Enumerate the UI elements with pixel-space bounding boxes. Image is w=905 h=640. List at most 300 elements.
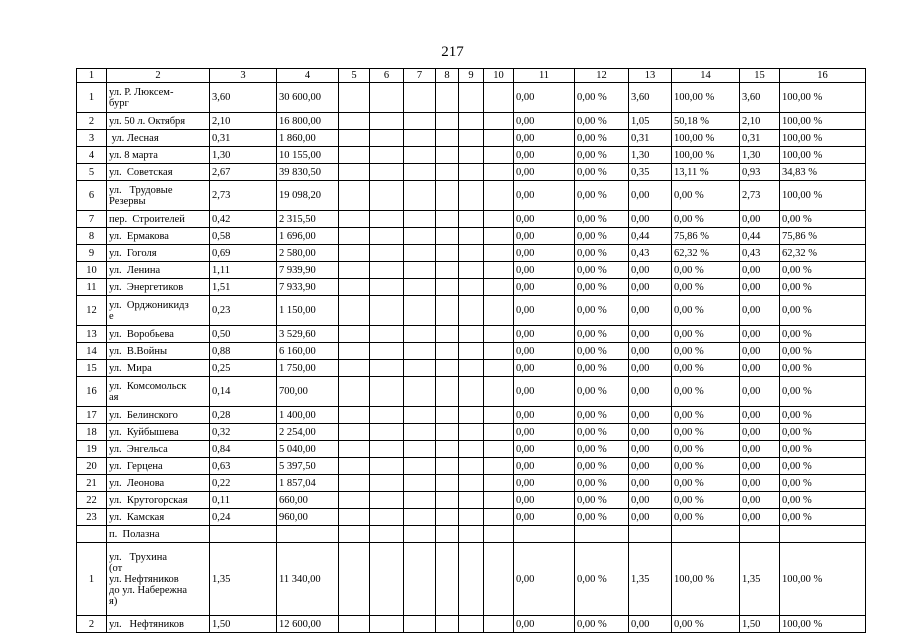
- street-name-cell: ул. Трухина (от ул. Нефтяников до ул. Набережна я): [107, 543, 210, 616]
- row-number-cell: 22: [77, 492, 107, 509]
- col15-cell: 2,10: [740, 113, 780, 130]
- empty-cell: [459, 164, 484, 181]
- street-name-cell: ул. 50 л. Октября: [107, 113, 210, 130]
- street-name-cell: ул. Комсомольск ая: [107, 377, 210, 407]
- col11-cell: 0,00: [514, 360, 575, 377]
- col15-cell: 0,43: [740, 245, 780, 262]
- table-row: [77, 83, 866, 113]
- col12-percent-cell: 0,00 %: [575, 245, 629, 262]
- amount-cell: 7 933,90: [277, 279, 339, 296]
- col16-percent-cell: 100,00 %: [780, 147, 866, 164]
- amount-cell: 5 397,50: [277, 458, 339, 475]
- col14-percent-cell: 0,00 %: [672, 424, 740, 441]
- street-name-cell: ул. Советская: [107, 164, 210, 181]
- col16-percent-cell: 34,83 %: [780, 164, 866, 181]
- col13-cell: 0,35: [629, 164, 672, 181]
- empty-cell: [370, 296, 404, 326]
- empty-cell: [459, 211, 484, 228]
- header-cell: 10: [484, 69, 514, 83]
- empty-cell: [404, 326, 436, 343]
- col11-cell: 0,00: [514, 181, 575, 211]
- empty-cell: [459, 83, 484, 113]
- col16-percent-cell: 0,00 %: [780, 424, 866, 441]
- col13-cell: 0,00: [629, 343, 672, 360]
- header-cell: 14: [672, 69, 740, 83]
- header-cell: 3: [210, 69, 277, 83]
- empty-cell: [436, 130, 459, 147]
- empty-cell: [436, 228, 459, 245]
- col15-cell: 1,50: [740, 616, 780, 633]
- empty-cell: [484, 377, 514, 407]
- empty-cell: [484, 279, 514, 296]
- table-row: [77, 475, 866, 492]
- empty-cell: [277, 526, 339, 543]
- length-cell: 0,22: [210, 475, 277, 492]
- table-row: [77, 211, 866, 228]
- street-name-cell: ул. Энергетиков: [107, 279, 210, 296]
- amount-cell: 660,00: [277, 492, 339, 509]
- col15-cell: 0,00: [740, 458, 780, 475]
- empty-cell: [459, 475, 484, 492]
- empty-cell: [404, 475, 436, 492]
- col15-cell: 0,00: [740, 441, 780, 458]
- empty-cell: [404, 526, 436, 543]
- street-name-cell: ул. Нефтяников: [107, 616, 210, 633]
- amount-cell: 700,00: [277, 377, 339, 407]
- col16-percent-cell: 0,00 %: [780, 262, 866, 279]
- col16-percent-cell: 0,00 %: [780, 492, 866, 509]
- table-row: [77, 326, 866, 343]
- empty-cell: [459, 262, 484, 279]
- empty-cell: [436, 164, 459, 181]
- empty-cell: [404, 147, 436, 164]
- header-cell: 15: [740, 69, 780, 83]
- col14-percent-cell: 62,32 %: [672, 245, 740, 262]
- row-number-cell: 3: [77, 130, 107, 147]
- col12-percent-cell: 0,00 %: [575, 441, 629, 458]
- col11-cell: 0,00: [514, 211, 575, 228]
- row-number-cell: 15: [77, 360, 107, 377]
- col14-percent-cell: 100,00 %: [672, 147, 740, 164]
- empty-cell: [484, 492, 514, 509]
- empty-cell: [404, 113, 436, 130]
- table-row: [77, 492, 866, 509]
- empty-cell: [740, 526, 780, 543]
- col15-cell: 0,00: [740, 326, 780, 343]
- amount-cell: 19 098,20: [277, 181, 339, 211]
- col16-percent-cell: 100,00 %: [780, 113, 866, 130]
- empty-cell: [459, 458, 484, 475]
- col13-cell: 0,00: [629, 262, 672, 279]
- empty-cell: [436, 441, 459, 458]
- amount-cell: 6 160,00: [277, 343, 339, 360]
- length-cell: 1,11: [210, 262, 277, 279]
- empty-cell: [370, 262, 404, 279]
- empty-cell: [370, 211, 404, 228]
- empty-cell: [436, 211, 459, 228]
- header-cell: 6: [370, 69, 404, 83]
- amount-cell: 11 340,00: [277, 543, 339, 616]
- empty-cell: [339, 83, 370, 113]
- empty-cell: [339, 407, 370, 424]
- col12-percent-cell: 0,00 %: [575, 296, 629, 326]
- empty-cell: [339, 509, 370, 526]
- empty-cell: [339, 228, 370, 245]
- col16-percent-cell: 0,00 %: [780, 407, 866, 424]
- col13-cell: 0,00: [629, 458, 672, 475]
- table-row: [77, 279, 866, 296]
- col13-cell: 0,43: [629, 245, 672, 262]
- empty-cell: [404, 279, 436, 296]
- empty-cell: [404, 211, 436, 228]
- empty-cell: [370, 113, 404, 130]
- col11-cell: 0,00: [514, 343, 575, 360]
- empty-cell: [339, 296, 370, 326]
- empty-cell: [436, 458, 459, 475]
- amount-cell: 10 155,00: [277, 147, 339, 164]
- table-row: [77, 164, 866, 181]
- col16-percent-cell: 0,00 %: [780, 343, 866, 360]
- empty-cell: [339, 326, 370, 343]
- table-row: [77, 343, 866, 360]
- col14-percent-cell: 0,00 %: [672, 441, 740, 458]
- row-number-cell: 13: [77, 326, 107, 343]
- empty-cell: [436, 83, 459, 113]
- table-row: [77, 130, 866, 147]
- length-cell: 1,30: [210, 147, 277, 164]
- street-name-cell: ул. Лесная: [107, 130, 210, 147]
- empty-cell: [370, 526, 404, 543]
- col11-cell: 0,00: [514, 262, 575, 279]
- row-number-cell: 19: [77, 441, 107, 458]
- empty-cell: [484, 526, 514, 543]
- empty-cell: [370, 543, 404, 616]
- table-row: [77, 113, 866, 130]
- empty-cell: [404, 543, 436, 616]
- length-cell: 0,25: [210, 360, 277, 377]
- empty-cell: [339, 245, 370, 262]
- col12-percent-cell: 0,00 %: [575, 509, 629, 526]
- col16-percent-cell: 0,00 %: [780, 475, 866, 492]
- col13-cell: 0,00: [629, 441, 672, 458]
- row-number-cell: 2: [77, 113, 107, 130]
- table-row: [77, 441, 866, 458]
- col14-percent-cell: 0,00 %: [672, 360, 740, 377]
- empty-cell: [210, 526, 277, 543]
- empty-cell: [404, 377, 436, 407]
- empty-cell: [404, 441, 436, 458]
- table-row: [77, 147, 866, 164]
- col14-percent-cell: 100,00 %: [672, 130, 740, 147]
- empty-cell: [339, 130, 370, 147]
- table-row: [77, 616, 866, 633]
- row-number-cell: 18: [77, 424, 107, 441]
- empty-cell: [672, 526, 740, 543]
- empty-cell: [459, 492, 484, 509]
- col14-percent-cell: 0,00 %: [672, 509, 740, 526]
- length-cell: 2,10: [210, 113, 277, 130]
- col14-percent-cell: 0,00 %: [672, 279, 740, 296]
- empty-cell: [484, 164, 514, 181]
- col13-cell: 1,30: [629, 147, 672, 164]
- row-number-cell: 17: [77, 407, 107, 424]
- col15-cell: 0,00: [740, 279, 780, 296]
- length-cell: 1,35: [210, 543, 277, 616]
- street-name-cell: ул. Ленина: [107, 262, 210, 279]
- col13-cell: 1,05: [629, 113, 672, 130]
- row-number-cell: 2: [77, 616, 107, 633]
- col12-percent-cell: 0,00 %: [575, 279, 629, 296]
- col13-cell: 0,00: [629, 296, 672, 326]
- section-row: [77, 526, 866, 543]
- empty-cell: [404, 458, 436, 475]
- col14-percent-cell: 100,00 %: [672, 83, 740, 113]
- col14-percent-cell: 0,00 %: [672, 492, 740, 509]
- row-number-cell: 20: [77, 458, 107, 475]
- col16-percent-cell: 0,00 %: [780, 296, 866, 326]
- header-cell: 12: [575, 69, 629, 83]
- col13-cell: 0,00: [629, 377, 672, 407]
- empty-cell: [436, 492, 459, 509]
- empty-cell: [436, 296, 459, 326]
- col15-cell: 0,00: [740, 424, 780, 441]
- table-row: [77, 360, 866, 377]
- empty-cell: [436, 424, 459, 441]
- amount-cell: 1 860,00: [277, 130, 339, 147]
- row-number-cell: 4: [77, 147, 107, 164]
- empty-cell: [370, 181, 404, 211]
- amount-cell: 1 400,00: [277, 407, 339, 424]
- row-number-cell: 12: [77, 296, 107, 326]
- street-name-cell: ул. 8 марта: [107, 147, 210, 164]
- col11-cell: 0,00: [514, 377, 575, 407]
- col12-percent-cell: 0,00 %: [575, 211, 629, 228]
- col13-cell: 0,00: [629, 424, 672, 441]
- col16-percent-cell: 100,00 %: [780, 543, 866, 616]
- empty-cell: [484, 262, 514, 279]
- col15-cell: 0,00: [740, 509, 780, 526]
- row-number-cell: [77, 526, 107, 543]
- col16-percent-cell: 100,00 %: [780, 83, 866, 113]
- street-name-cell: п. Полазна: [107, 526, 210, 543]
- empty-cell: [339, 360, 370, 377]
- empty-cell: [370, 279, 404, 296]
- empty-cell: [436, 326, 459, 343]
- empty-cell: [339, 211, 370, 228]
- empty-cell: [404, 181, 436, 211]
- empty-cell: [339, 164, 370, 181]
- empty-cell: [484, 296, 514, 326]
- empty-cell: [404, 407, 436, 424]
- col14-percent-cell: 0,00 %: [672, 377, 740, 407]
- col13-cell: 0,00: [629, 181, 672, 211]
- row-number-cell: 23: [77, 509, 107, 526]
- amount-cell: 1 750,00: [277, 360, 339, 377]
- row-number-cell: 10: [77, 262, 107, 279]
- empty-cell: [484, 181, 514, 211]
- row-number-cell: 7: [77, 211, 107, 228]
- empty-cell: [459, 130, 484, 147]
- empty-cell: [436, 360, 459, 377]
- empty-cell: [484, 458, 514, 475]
- col14-percent-cell: 0,00 %: [672, 181, 740, 211]
- empty-cell: [339, 458, 370, 475]
- empty-cell: [484, 83, 514, 113]
- col14-percent-cell: 13,11 %: [672, 164, 740, 181]
- col11-cell: 0,00: [514, 228, 575, 245]
- empty-cell: [484, 147, 514, 164]
- col11-cell: 0,00: [514, 407, 575, 424]
- data-table: [76, 68, 866, 633]
- col16-percent-cell: 100,00 %: [780, 181, 866, 211]
- table-row: [77, 458, 866, 475]
- length-cell: 0,28: [210, 407, 277, 424]
- col12-percent-cell: 0,00 %: [575, 424, 629, 441]
- empty-cell: [459, 441, 484, 458]
- empty-cell: [436, 181, 459, 211]
- col11-cell: 0,00: [514, 441, 575, 458]
- empty-cell: [339, 441, 370, 458]
- col13-cell: 0,00: [629, 509, 672, 526]
- empty-cell: [514, 526, 575, 543]
- table-row: [77, 296, 866, 326]
- col11-cell: 0,00: [514, 245, 575, 262]
- amount-cell: 1 857,04: [277, 475, 339, 492]
- col15-cell: 3,60: [740, 83, 780, 113]
- empty-cell: [484, 211, 514, 228]
- empty-cell: [339, 181, 370, 211]
- street-name-cell: пер. Строителей: [107, 211, 210, 228]
- empty-cell: [370, 343, 404, 360]
- empty-cell: [404, 343, 436, 360]
- empty-cell: [484, 407, 514, 424]
- header-cell: 7: [404, 69, 436, 83]
- empty-cell: [436, 526, 459, 543]
- col14-percent-cell: 0,00 %: [672, 407, 740, 424]
- header-cell: 9: [459, 69, 484, 83]
- row-number-cell: 16: [77, 377, 107, 407]
- empty-cell: [484, 441, 514, 458]
- empty-cell: [370, 616, 404, 633]
- length-cell: 0,69: [210, 245, 277, 262]
- empty-cell: [484, 543, 514, 616]
- empty-cell: [484, 113, 514, 130]
- col12-percent-cell: 0,00 %: [575, 343, 629, 360]
- row-number-cell: 6: [77, 181, 107, 211]
- col11-cell: 0,00: [514, 475, 575, 492]
- length-cell: 0,31: [210, 130, 277, 147]
- street-name-cell: ул. Ермакова: [107, 228, 210, 245]
- table-row: [77, 407, 866, 424]
- empty-cell: [339, 424, 370, 441]
- col12-percent-cell: 0,00 %: [575, 181, 629, 211]
- col16-percent-cell: 0,00 %: [780, 377, 866, 407]
- col16-percent-cell: 75,86 %: [780, 228, 866, 245]
- empty-cell: [436, 245, 459, 262]
- empty-cell: [484, 475, 514, 492]
- empty-cell: [339, 113, 370, 130]
- street-name-cell: ул. Р. Люксем- бург: [107, 83, 210, 113]
- empty-cell: [459, 296, 484, 326]
- col12-percent-cell: 0,00 %: [575, 407, 629, 424]
- street-name-cell: ул. Воробьева: [107, 326, 210, 343]
- empty-cell: [484, 245, 514, 262]
- col15-cell: 0,31: [740, 130, 780, 147]
- col12-percent-cell: 0,00 %: [575, 130, 629, 147]
- empty-cell: [370, 475, 404, 492]
- col11-cell: 0,00: [514, 83, 575, 113]
- empty-cell: [484, 360, 514, 377]
- length-cell: 1,50: [210, 616, 277, 633]
- table-row: [77, 262, 866, 279]
- empty-cell: [404, 228, 436, 245]
- col11-cell: 0,00: [514, 458, 575, 475]
- header-cell: 1: [77, 69, 107, 83]
- amount-cell: 7 939,90: [277, 262, 339, 279]
- col12-percent-cell: 0,00 %: [575, 164, 629, 181]
- col14-percent-cell: 0,00 %: [672, 343, 740, 360]
- empty-cell: [370, 407, 404, 424]
- empty-cell: [404, 616, 436, 633]
- empty-cell: [404, 424, 436, 441]
- empty-cell: [370, 83, 404, 113]
- amount-cell: 16 800,00: [277, 113, 339, 130]
- empty-cell: [459, 113, 484, 130]
- empty-cell: [436, 377, 459, 407]
- empty-cell: [459, 360, 484, 377]
- table-row: [77, 543, 866, 616]
- col12-percent-cell: 0,00 %: [575, 113, 629, 130]
- empty-cell: [370, 441, 404, 458]
- col12-percent-cell: 0,00 %: [575, 616, 629, 633]
- col11-cell: 0,00: [514, 130, 575, 147]
- street-name-cell: ул. В.Войны: [107, 343, 210, 360]
- empty-cell: [404, 83, 436, 113]
- header-cell: 13: [629, 69, 672, 83]
- street-name-cell: ул. Леонова: [107, 475, 210, 492]
- empty-cell: [404, 492, 436, 509]
- empty-cell: [459, 616, 484, 633]
- empty-cell: [459, 424, 484, 441]
- table-row: [77, 509, 866, 526]
- empty-cell: [339, 616, 370, 633]
- col16-percent-cell: 0,00 %: [780, 458, 866, 475]
- empty-cell: [780, 526, 866, 543]
- row-number-cell: 9: [77, 245, 107, 262]
- empty-cell: [459, 279, 484, 296]
- col12-percent-cell: 0,00 %: [575, 83, 629, 113]
- amount-cell: 1 150,00: [277, 296, 339, 326]
- street-name-cell: ул. Куйбышева: [107, 424, 210, 441]
- col12-percent-cell: 0,00 %: [575, 492, 629, 509]
- col16-percent-cell: 100,00 %: [780, 616, 866, 633]
- col15-cell: 1,35: [740, 543, 780, 616]
- empty-cell: [436, 543, 459, 616]
- empty-cell: [370, 360, 404, 377]
- col13-cell: 0,00: [629, 616, 672, 633]
- col15-cell: 0,00: [740, 377, 780, 407]
- empty-cell: [370, 509, 404, 526]
- length-cell: 3,60: [210, 83, 277, 113]
- col11-cell: 0,00: [514, 296, 575, 326]
- table-row: [77, 377, 866, 407]
- empty-cell: [459, 509, 484, 526]
- header-row: [77, 69, 866, 83]
- empty-cell: [436, 113, 459, 130]
- empty-cell: [459, 543, 484, 616]
- col15-cell: 1,30: [740, 147, 780, 164]
- col15-cell: 0,00: [740, 211, 780, 228]
